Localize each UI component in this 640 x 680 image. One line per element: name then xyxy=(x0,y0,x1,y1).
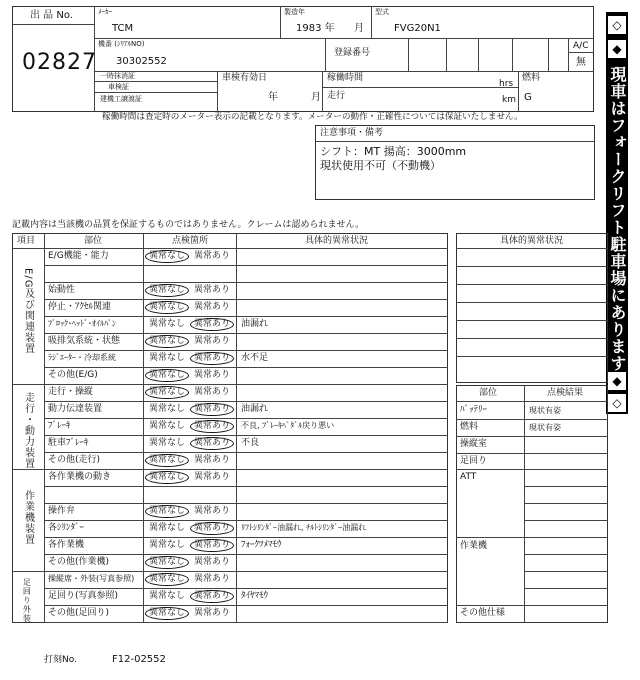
row-detail: ﾌｫｰｸﾂﾒﾏﾓｳ xyxy=(241,540,282,550)
diamond-outline-icon: ◇ xyxy=(608,16,626,34)
normal-option[interactable]: 異常なし xyxy=(149,421,186,431)
selected-circle-mark xyxy=(145,505,189,518)
group-engine: E/G及び関連装置 xyxy=(22,268,34,355)
row-part-label: 操縦席・外装(写真参照) xyxy=(48,574,135,583)
abnormal-option[interactable]: 異常あり xyxy=(194,557,231,567)
row-part-label: 各作業機の動き xyxy=(48,472,112,482)
result-battery: ﾊﾞｯﾃﾘｰ xyxy=(460,405,488,415)
serial-value: 30302552 xyxy=(116,56,167,67)
normal-option[interactable]: 異常なし xyxy=(149,523,186,533)
banner-text: 現車はフォークリフト駐車場にあります xyxy=(608,66,627,372)
row-part-label: E/G機能・能力 xyxy=(48,251,109,261)
abnormal-option[interactable]: 異常あり xyxy=(194,353,231,363)
selected-circle-mark xyxy=(190,539,234,552)
model-value: FVG20N1 xyxy=(394,23,441,34)
abnormal-option[interactable]: 異常あり xyxy=(194,387,231,397)
inspect-month: 月 xyxy=(311,92,321,103)
row-part-label: ﾗｼﾞｴｰﾀｰ・冷却系統 xyxy=(48,353,116,362)
year-value: 1983 年 xyxy=(296,23,335,34)
selected-circle-mark xyxy=(145,301,189,314)
row-part-label: 停止・ｱｸｾﾙ関連 xyxy=(48,302,112,312)
reg-label: 登録番号 xyxy=(334,48,371,58)
abnormal-option[interactable]: 異常あり xyxy=(194,591,231,601)
drive-label: 走行 xyxy=(327,91,346,101)
row-detail: 油漏れ xyxy=(241,404,269,414)
normal-option[interactable]: 異常なし xyxy=(149,574,186,584)
cert1: 一時抹消証 xyxy=(100,72,135,80)
serial-label: 機番 (ｼﾘｱﾙNO) xyxy=(98,40,145,48)
model-label: 型式 xyxy=(375,8,389,16)
disclaimer: 記載内容は当該機の品質を保証するものではありません。クレームは認められません。 xyxy=(12,220,365,230)
selected-circle-mark xyxy=(190,352,234,365)
maker-label: ﾒｰｶｰ xyxy=(98,8,112,16)
row-part-label: 始動性 xyxy=(48,285,76,295)
year-month: 月 xyxy=(354,23,364,34)
header-item: 項目 xyxy=(17,236,36,246)
results-header-result: 点検結果 xyxy=(547,388,584,398)
normal-option[interactable]: 異常なし xyxy=(149,302,186,312)
fuel-value: G xyxy=(524,92,532,103)
side-detail-table xyxy=(456,233,608,383)
abnormal-option[interactable]: 異常あり xyxy=(194,302,231,312)
row-part-label: その他(作業機) xyxy=(48,557,110,567)
row-detail: 油漏れ xyxy=(241,319,269,329)
normal-option[interactable]: 異常なし xyxy=(149,251,186,261)
ac-value: 無 xyxy=(576,57,586,68)
abnormal-option[interactable]: 異常あり xyxy=(194,421,231,431)
ac-label: A/C xyxy=(573,41,589,51)
normal-option[interactable]: 異常なし xyxy=(149,540,186,550)
stamp-number: F12-02552 xyxy=(112,654,166,665)
notes-label: 注意事項・備考 xyxy=(320,128,384,138)
group-drive: 走行・動力装置 xyxy=(22,392,34,469)
abnormal-option[interactable]: 異常あり xyxy=(194,438,231,448)
header-detail: 具体的異常状況 xyxy=(305,236,369,246)
abnormal-option[interactable]: 異常あり xyxy=(194,472,231,482)
result-fuel: 燃料 xyxy=(460,422,479,432)
abnormal-option[interactable]: 異常あり xyxy=(194,370,231,380)
row-part-label: その他(足回り) xyxy=(48,608,110,618)
normal-option[interactable]: 異常なし xyxy=(149,472,186,482)
normal-option[interactable]: 異常なし xyxy=(149,438,186,448)
year-label: 製造年 xyxy=(284,8,305,16)
hours-note: 稼働時間は査定時のメーター表示の記載となります。メーターの動作・正確性については保証いたしません。 xyxy=(102,112,523,122)
result-battery-value: 現状有姿 xyxy=(529,406,561,415)
stamp-label: 打刻No. xyxy=(44,655,77,665)
location-banner xyxy=(606,12,628,414)
abnormal-option[interactable]: 異常あり xyxy=(194,285,231,295)
row-detail: ﾘﾌﾄｼﾘﾝﾀﾞｰ油漏れ, ﾁﾙﾄｼﾘﾝﾀﾞｰ油漏れ xyxy=(241,523,367,532)
row-detail: 水不足 xyxy=(241,353,269,363)
row-part-label: 操作弁 xyxy=(48,506,76,516)
row-part-label: 各ｼﾘﾝﾀﾞｰ xyxy=(48,523,85,533)
normal-option[interactable]: 異常なし xyxy=(149,608,186,618)
result-other-spec: その他仕様 xyxy=(460,608,506,618)
selected-circle-mark xyxy=(190,420,234,433)
normal-option[interactable]: 異常なし xyxy=(149,387,186,397)
selected-circle-mark xyxy=(145,454,189,467)
result-cab: 操縦室 xyxy=(460,439,488,449)
normal-option[interactable]: 異常なし xyxy=(149,370,186,380)
diamond-filled-icon: ◆ xyxy=(608,372,626,390)
normal-option[interactable]: 異常なし xyxy=(149,557,186,567)
diamond-outline-icon: ◇ xyxy=(608,394,626,412)
row-detail: ﾀｲﾔﾏﾓｳ xyxy=(241,591,269,601)
selected-circle-mark xyxy=(190,318,234,331)
side-detail-header: 具体的異常状況 xyxy=(500,236,564,246)
abnormal-option[interactable]: 異常あり xyxy=(194,404,231,414)
cert2: 車検証 xyxy=(108,83,129,91)
result-att: ATT xyxy=(460,472,477,482)
group-work: 作業機装置 xyxy=(22,490,34,545)
selected-circle-mark xyxy=(145,556,189,569)
selected-circle-mark xyxy=(145,250,189,263)
selected-circle-mark xyxy=(145,573,189,586)
row-part-label: 吸排気系統・状態 xyxy=(48,336,121,346)
abnormal-option[interactable]: 異常あり xyxy=(194,506,231,516)
abnormal-option[interactable]: 異常あり xyxy=(194,574,231,584)
row-detail: 不良 xyxy=(241,438,260,448)
normal-option[interactable]: 異常なし xyxy=(149,336,186,346)
result-work-machine: 作業機 xyxy=(460,541,488,551)
abnormal-option[interactable]: 異常あり xyxy=(194,455,231,465)
selected-circle-mark xyxy=(145,386,189,399)
results-header-part: 部位 xyxy=(479,388,498,398)
normal-option[interactable]: 異常なし xyxy=(149,353,186,363)
selected-circle-mark xyxy=(145,607,189,620)
hrs-unit: hrs xyxy=(499,79,514,89)
selected-circle-mark xyxy=(145,471,189,484)
normal-option[interactable]: 異常なし xyxy=(149,404,186,414)
normal-option[interactable]: 異常なし xyxy=(149,506,186,516)
normal-option[interactable]: 異常なし xyxy=(149,455,186,465)
group-under: 足回り外装 xyxy=(22,578,32,623)
row-part-label: 走行・操縦 xyxy=(48,387,94,397)
result-undercarriage: 足回り xyxy=(460,456,488,466)
hours-label: 稼働時間 xyxy=(327,73,364,83)
lot-label: 出 品 No. xyxy=(30,10,73,21)
abnormal-option[interactable]: 異常あり xyxy=(194,540,231,550)
selected-circle-mark xyxy=(190,590,234,603)
cert3: 建機工譲渡証 xyxy=(100,95,142,103)
abnormal-option[interactable]: 異常あり xyxy=(194,608,231,618)
inspect-year: 年 xyxy=(268,92,278,103)
row-part-label: ﾌﾞﾛｯｸ･ﾍｯﾄﾞ･ｵｲﾙﾊﾟﾝ xyxy=(48,319,116,328)
selected-circle-mark xyxy=(145,284,189,297)
abnormal-option[interactable]: 異常あり xyxy=(194,336,231,346)
row-part-label: ﾌﾞﾚｰｷ xyxy=(48,421,71,431)
normal-option[interactable]: 異常なし xyxy=(149,285,186,295)
selected-circle-mark xyxy=(190,522,234,535)
selected-circle-mark xyxy=(145,369,189,382)
selected-circle-mark xyxy=(190,403,234,416)
diamond-filled-icon: ◆ xyxy=(608,40,626,58)
notes-line2: 現状使用不可（不動機） xyxy=(320,159,441,172)
row-part-label: 足回り(写真参照) xyxy=(48,591,119,601)
normal-option[interactable]: 異常なし xyxy=(149,319,186,329)
abnormal-option[interactable]: 異常あり xyxy=(194,251,231,261)
header-part: 部位 xyxy=(84,236,103,246)
abnormal-option[interactable]: 異常あり xyxy=(194,523,231,533)
inspect-label: 車検有効日 xyxy=(222,73,268,83)
lot-number: 02827 xyxy=(22,50,97,75)
result-fuel-value: 現状有姿 xyxy=(529,423,561,432)
header-check: 点検箇所 xyxy=(172,236,209,246)
maker-value: TCM xyxy=(112,23,134,34)
row-part-label: 各作業機 xyxy=(48,540,85,550)
selected-circle-mark xyxy=(190,437,234,450)
row-part-label: その他(走行) xyxy=(48,455,101,465)
notes-line1: シフト：MT 揚高：3000mm xyxy=(320,145,467,158)
normal-option[interactable]: 異常なし xyxy=(149,591,186,601)
abnormal-option[interactable]: 異常あり xyxy=(194,319,231,329)
selected-circle-mark xyxy=(145,335,189,348)
row-part-label: 駐車ﾌﾞﾚｰｷ xyxy=(48,438,89,448)
km-unit: km xyxy=(502,95,516,105)
row-detail: 不良, ﾌﾞﾚｰｷﾍﾟﾀﾞﾙ戻り悪い xyxy=(241,421,335,430)
row-part-label: 動力伝達装置 xyxy=(48,404,103,414)
fuel-label: 燃料 xyxy=(522,73,541,83)
row-part-label: その他(E/G) xyxy=(48,370,98,380)
